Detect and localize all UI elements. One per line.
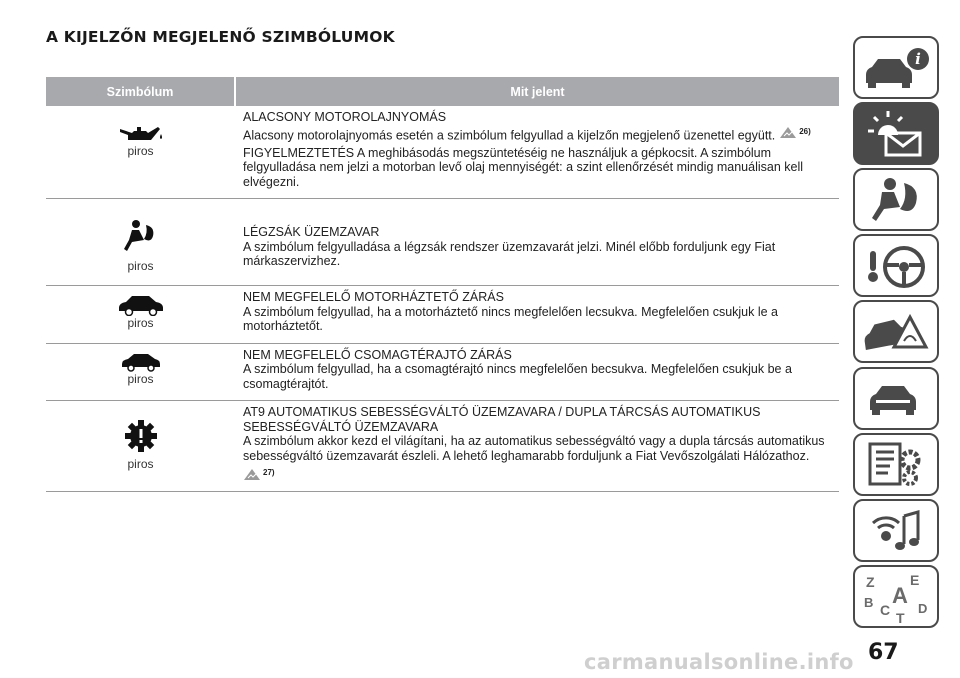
steering-wheel-icon <box>860 241 932 291</box>
airbag-icon <box>124 219 158 253</box>
reference-number: 26) <box>799 126 811 136</box>
index-letter: B <box>864 594 874 610</box>
gearbox-warning-icon <box>124 419 158 453</box>
tab-multimedia[interactable] <box>853 499 939 562</box>
symbol-color-label: piros <box>127 371 154 386</box>
index-letter: D <box>918 600 928 616</box>
reference-number: 27) <box>263 468 275 477</box>
symbol-color-label: piros <box>127 144 154 158</box>
tab-service[interactable] <box>853 367 939 430</box>
index-letter: A <box>892 582 908 608</box>
row-description: A szimbólum felgyullad, ha a csomagtérajtó nincs megfelelően becsukva. Megfelelően csukjuk be a csomagtérajtót. <box>243 362 792 391</box>
warning-triangle-icon <box>779 126 797 139</box>
symbol-cell <box>46 343 235 401</box>
symbol-cell <box>46 401 235 492</box>
index-letter: Z <box>866 573 875 590</box>
page-number: 67 <box>868 640 899 665</box>
tab-starting-driving[interactable] <box>853 234 939 297</box>
row-warning-text: FIGYELMEZTETÉS A meghibásodás megszüntetéséig ne használjuk a gépkocsit. A szimbólum felgyulladása nem jelzi a motorban levő olaj mennyiségét: a szint ellenőrzését mindig manuálisan kell elvégezni. <box>243 145 804 189</box>
row-description: A szimbólum felgyullad, ha a motorháztető nincs megfelelően lecsukva. Megfelelően csukjuk le a motorháztetőt. <box>243 304 779 333</box>
symbol-cell <box>46 286 235 344</box>
table-row <box>46 401 839 492</box>
technical-data-icon <box>860 440 932 490</box>
seat-safety-icon <box>860 175 932 225</box>
column-header-symbol: Szimbólum <box>46 77 235 106</box>
row-description: Alacsony motorolajnyomás esetén a szimbólum felgyullad a kijelzőn megjelenő üzenettel együtt. <box>243 128 776 142</box>
meaning-cell <box>235 286 839 344</box>
hood-open-icon <box>116 294 166 316</box>
watermark: carmanualsonline.info <box>584 650 854 674</box>
index-letter: T <box>896 609 905 623</box>
row-title: ALACSONY MOTOROLAJNYOMÁS <box>243 110 447 124</box>
symbols-table <box>46 77 839 492</box>
symbol-color-label: piros <box>127 259 154 273</box>
warning-lights-icon <box>860 109 932 159</box>
row-title: LÉGZSÁK ÜZEMZAVAR <box>243 225 380 239</box>
tab-emergency[interactable] <box>853 300 939 363</box>
symbol-cell <box>46 106 235 199</box>
table-row <box>46 199 839 286</box>
table-header-row <box>46 77 839 106</box>
svg-text:i: i <box>915 49 921 68</box>
table-row <box>46 106 839 199</box>
table-row <box>46 343 839 401</box>
tab-warning-lights[interactable] <box>853 102 939 165</box>
boot-open-icon <box>120 352 162 372</box>
car-service-icon <box>860 374 932 424</box>
tab-safety[interactable] <box>853 168 939 231</box>
car-emergency-icon <box>860 307 932 357</box>
symbol-cell <box>46 199 235 286</box>
multimedia-icon <box>860 506 932 556</box>
index-letter: C <box>880 601 891 618</box>
row-description: A szimbólum akkor kezd el világítani, ha az automatikus sebességváltó vagy a dupla tárcsás automatikus sebességváltó üzemzavarát észleli. A lehető leghamarabb forduljunk a Fiat Vevőszolgálati Hálózathoz. <box>243 434 825 463</box>
tab-car-info[interactable] <box>853 36 939 99</box>
symbol-color-label: piros <box>127 457 154 471</box>
symbol-color-label: piros <box>127 316 154 330</box>
alphabetical-index-icon <box>860 571 932 623</box>
meaning-cell <box>235 401 839 492</box>
page-title: A KIJELZŐN MEGJELENŐ SZIMBÓLUMOK <box>46 28 395 46</box>
meaning-cell <box>235 106 839 199</box>
tab-technical-data[interactable] <box>853 433 939 496</box>
warning-triangle-icon <box>243 468 261 481</box>
meaning-cell <box>235 199 839 286</box>
column-header-meaning: Mit jelent <box>235 77 839 106</box>
table-row <box>46 286 839 344</box>
row-title: NEM MEGFELELŐ MOTORHÁZTETŐ ZÁRÁS <box>243 290 504 304</box>
oil-can-icon <box>118 124 164 144</box>
index-letter: E <box>910 571 920 588</box>
warning-reference <box>243 466 275 481</box>
meaning-cell <box>235 343 839 401</box>
row-description: A szimbólum felgyulladása a légzsák rendszer üzemzavarát jelzi. Minél előbb forduljunk egy Fiat márkaszervizhez. <box>243 239 776 268</box>
car-info-icon <box>860 45 932 91</box>
row-title: AT9 AUTOMATIKUS SEBESSÉGVÁLTÓ ÜZEMZAVARA / DUPLA TÁRCSÁS AUTOMATIKUS SEBESSÉGVÁLTÓ ÜZEMZAVARA <box>243 405 761 434</box>
warning-reference <box>779 125 811 140</box>
tab-index[interactable] <box>853 565 939 628</box>
row-title: NEM MEGFELELŐ CSOMAGTÉRAJTÓ ZÁRÁS <box>243 347 512 362</box>
